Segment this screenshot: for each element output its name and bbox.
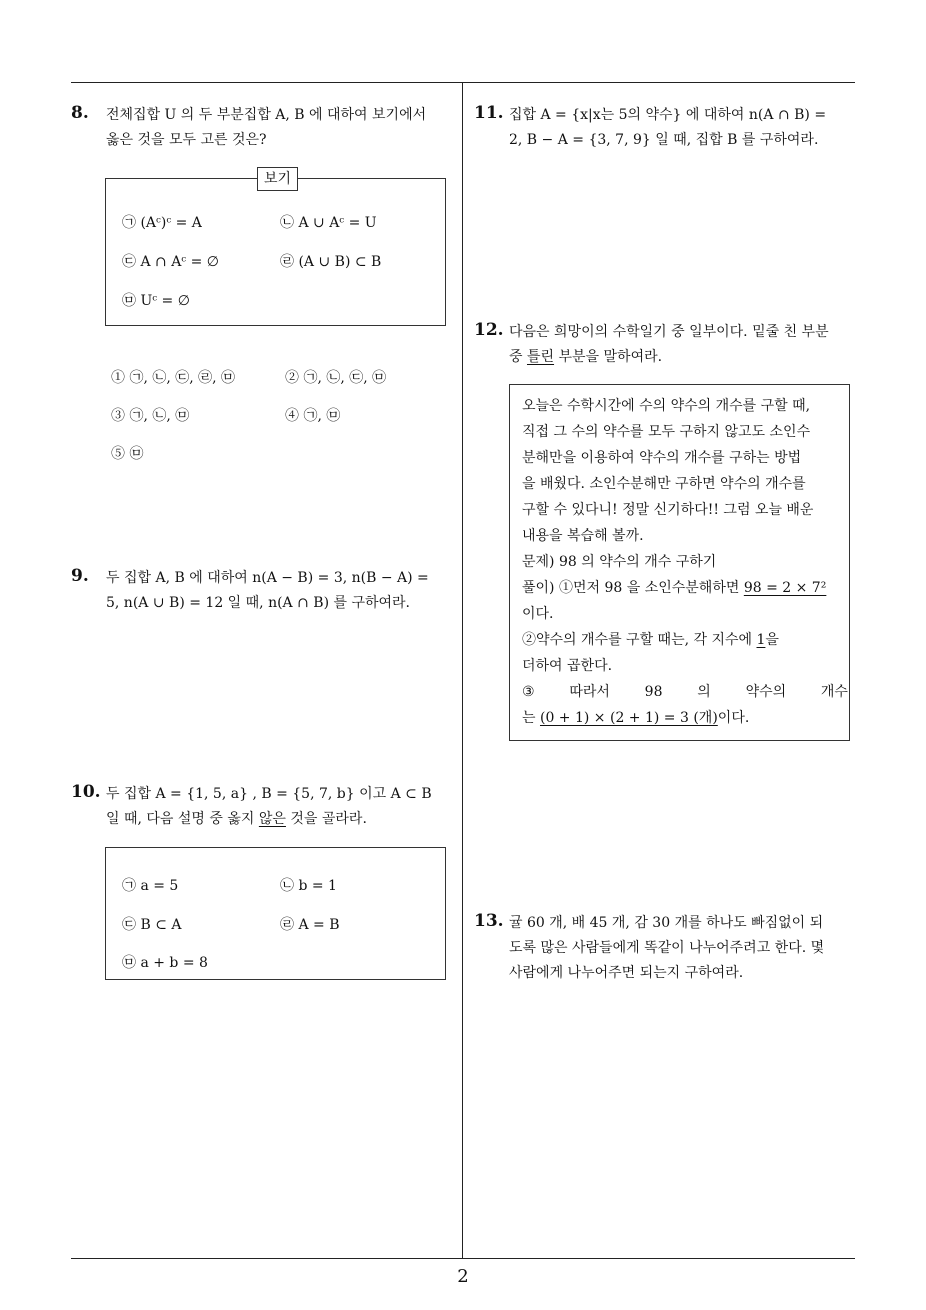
q11-number: 11. <box>474 103 504 123</box>
q13-line3: 사람에게 나누어주면 되는지 구하여라. <box>509 965 744 981</box>
top-rule <box>71 82 855 83</box>
q10-item-5: ㉤ a + b = 8 <box>122 955 208 971</box>
diary-line-8-pre: 풀이) ①먼저 98 을 소인수분해하면 <box>522 580 744 596</box>
page-number: 2 <box>457 1266 469 1287</box>
q8-line2: 옳은 것을 모두 고른 것은? <box>106 132 267 148</box>
q8-item-1: ㉠ (Aᶜ)ᶜ = A <box>122 215 202 231</box>
q8-bogi-title: 보기 <box>257 167 298 191</box>
diary-line-3: 분해만을 이용하여 약수의 개수를 구하는 방법 <box>522 450 802 466</box>
q12-line2-pre: 중 <box>509 349 527 365</box>
q13-number: 13. <box>474 911 504 931</box>
q13-text <box>509 911 859 986</box>
q12-text <box>509 320 859 370</box>
q13-line1: 귤 60 개, 배 45 개, 감 30 개를 하나도 빠짐없이 되 <box>509 915 824 931</box>
diary-line-12 <box>522 679 848 705</box>
q8-choice-5[interactable]: ⑤ ㉤ <box>111 446 144 462</box>
q12-number: 12. <box>474 320 504 340</box>
q12-line1: 다음은 희망이의 수학일기 중 일부이다. 밑줄 친 부분 <box>509 324 829 340</box>
q8-choice-4[interactable]: ④ ㉠, ㉤ <box>285 408 341 424</box>
diary-line-11: 더하여 곱한다. <box>522 658 613 674</box>
q12-underlined-word: 틀린 <box>526 349 555 365</box>
q10-box <box>105 847 446 980</box>
q12-diary-text <box>522 393 848 731</box>
q8-bogi-box <box>105 171 446 326</box>
q10-item-3: ㉢ B ⊂ A <box>122 917 182 933</box>
q8-line1: 전체집합 U 의 두 부분집합 A, B 에 대하여 보기에서 <box>106 107 427 123</box>
q10-text <box>106 782 456 832</box>
q11-text <box>509 103 859 153</box>
diary-line-10-post: 을 <box>765 632 779 648</box>
q8-item-3: ㉢ A ∩ Aᶜ = ∅ <box>122 254 219 270</box>
diary-line-10-pre: ②약수의 개수를 구할 때는, 각 지수에 <box>522 632 757 648</box>
diary-word: ③ <box>522 684 535 700</box>
diary-line-7: 문제) 98 의 약수의 개수 구하기 <box>522 554 717 570</box>
q10-number: 10. <box>71 782 101 802</box>
diary-underline-2: 1 <box>756 632 766 648</box>
q12-line2-post: 부분을 말하여라. <box>554 349 663 365</box>
q11-line2: 2, B − A = {3, 7, 9} 일 때, 집합 B 를 구하여라. <box>509 132 819 148</box>
diary-underline-1: 98 = 2 × 7² <box>743 580 827 596</box>
q9-number: 9. <box>71 566 89 586</box>
diary-line-6: 내용을 복습해 볼까. <box>522 528 644 544</box>
q10-line2-post: 것을 골라라. <box>285 811 367 827</box>
diary-word: 약수의 <box>745 684 787 700</box>
diary-word: 따라서 <box>569 684 610 700</box>
diary-line-2: 직접 그 수의 약수를 모두 구하지 않고도 소인수 <box>522 424 811 440</box>
q11-line1: 집합 A = {x|x는 5의 약수} 에 대하여 n(A ∩ B) = <box>509 107 827 123</box>
diary-word: 개수 <box>820 684 848 700</box>
q10-line2 <box>106 807 456 832</box>
diary-line-13 <box>522 705 848 731</box>
q9-line1: 두 집합 A, B 에 대하여 n(A − B) = 3, n(B − A) = <box>106 570 429 586</box>
q9-line2: 5, n(A ∪ B) = 12 일 때, n(A ∩ B) 를 구하여라. <box>106 595 411 611</box>
diary-line-4: 을 배웠다. 소인수분해만 구하면 약수의 개수를 <box>522 476 806 492</box>
bottom-rule <box>71 1258 855 1259</box>
q8-choice-2[interactable]: ② ㉠, ㉡, ㉢, ㉤ <box>285 370 387 386</box>
q10-line1: 두 집합 A = {1, 5, a} , B = {5, 7, b} 이고 A ⊂ B <box>106 786 432 802</box>
q10-item-2: ㉡ b = 1 <box>280 878 337 894</box>
q8-number: 8. <box>71 103 89 123</box>
diary-line-8 <box>522 575 848 601</box>
diary-line-13-post: 이다. <box>717 710 750 726</box>
q12-line2 <box>509 345 859 370</box>
q8-item-4: ㉣ (A ∪ B) ⊂ B <box>280 254 382 270</box>
q8-choice-3[interactable]: ③ ㉠, ㉡, ㉤ <box>111 408 190 424</box>
q10-underlined-word: 않은 <box>258 811 286 827</box>
q8-choice-1[interactable]: ① ㉠, ㉡, ㉢, ㉣, ㉤ <box>111 370 236 386</box>
q9-text <box>106 566 456 616</box>
diary-line-5: 구할 수 있다니! 정말 신기하다!! 그럼 오늘 배운 <box>522 502 814 518</box>
diary-line-1: 오늘은 수학시간에 수의 약수의 개수를 구할 때, <box>522 398 811 414</box>
diary-word: 의 <box>697 684 711 700</box>
diary-line-9: 이다. <box>522 606 554 622</box>
q10-line2-pre: 일 때, 다음 설명 중 옳지 <box>106 811 259 827</box>
q13-line2: 도록 많은 사람들에게 똑같이 나누어주려고 한다. 몇 <box>509 940 825 956</box>
q8-text <box>106 103 456 153</box>
q8-item-5: ㉤ Uᶜ = ∅ <box>122 293 190 309</box>
q10-item-1: ㉠ a = 5 <box>122 878 179 894</box>
q12-diary-box <box>509 384 850 741</box>
q10-item-4: ㉣ A = B <box>280 917 340 933</box>
diary-word: 98 <box>644 684 663 700</box>
q8-item-2: ㉡ A ∪ Aᶜ = U <box>280 215 377 231</box>
diary-line-13-pre: 는 <box>522 710 540 726</box>
diary-line-10 <box>522 627 848 653</box>
diary-underline-3: (0 + 1) × (2 + 1) = 3 (개) <box>539 710 718 726</box>
column-divider <box>462 82 463 1258</box>
